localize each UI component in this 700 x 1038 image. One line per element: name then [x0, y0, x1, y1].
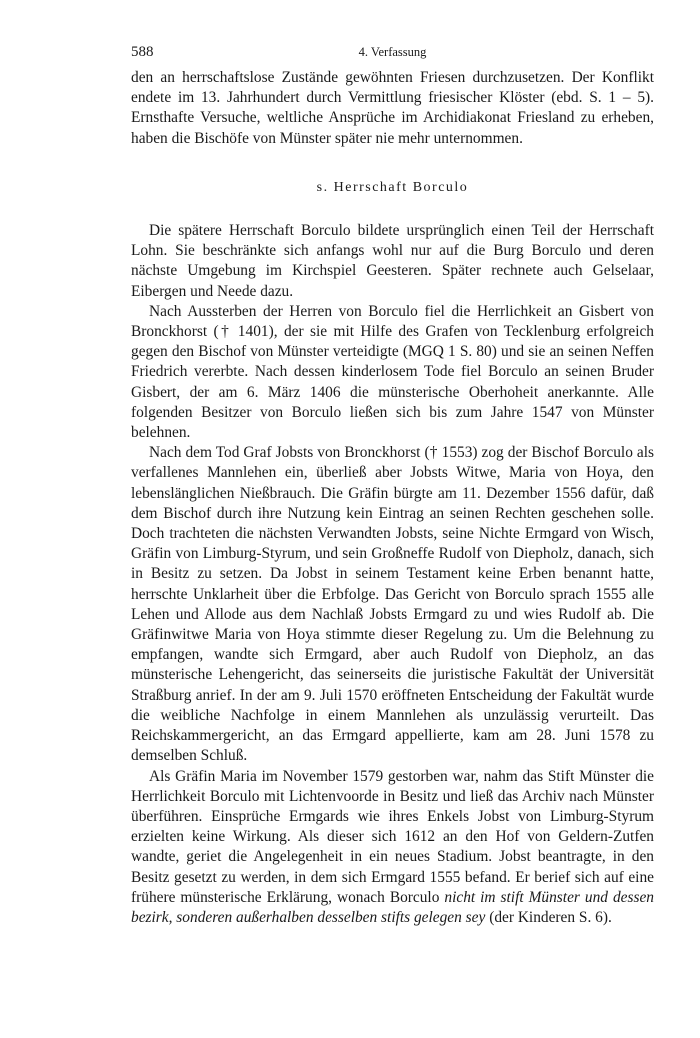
body-text: [131, 68, 654, 928]
paragraph-text-end: (der Kinderen S. 6).: [485, 908, 612, 926]
paragraph: Nach dem Tod Graf Jobsts von Bronckhorst († 1553) zog der Bischof Borculo als verfallenes Mannlehen ein, überließ aber Jobsts Witwe, Maria von Hoya, den lebenslänglichen Nießbrauch. Die Gräfin bürgte am 11. Dezember 1556 dafür, daß dem Bischof durch ihre Nutzung kein Eintrag an seinen Rechten geschehen solle. Doch trachteten die nächsten Verwandten Jobsts, seine Nichte Ermgard von Wisch, Gräfin von Limburg-Styrum, und sein Großneffe Rudolf von Diepholz, danach, sich in Besitz zu setzen. Da Jobst in seinem Testament keine Erben benannt hatte, herrschte Unklarheit über die Erbfolge. Das Gericht von Borculo sprach 1555 alle Lehen und Allode aus dem Nachlaß Jobsts Ermgard zu und wies Rudolf ab. Die Gräfinwitwe Maria von Hoya stimmte dieser Regelung zu. Um die Belehnung zu empfangen, wandte sich Ermgard, aber auch Rudolf von Diepholz, an das münsterische Lehengericht, das seinerseits die juristische Fakultät der Universität Straßburg anrief. In der am 9. Juli 1570 eröffneten Entscheidung der Fakultät wurde die weibliche Nachfolge in einem Mannlehen als unzulässig verurteilt. Das Reichskammergericht, an das Ermgard appellierte, kam am 28. Juni 1578 zu demselben Schluß.: [131, 444, 654, 765]
book-page: [131, 44, 654, 928]
quoted-source: nicht im stift Münster und dessen bezirk, sonderen außerhalben desselben stifts gelegen sey: [131, 888, 654, 926]
intro-paragraph: den an herrschaftslose Zustände gewöhnten Friesen durchzusetzen. Der Konflikt endete im 13. Jahrhundert durch Vermittlung friesischer Klöster (ebd. S. 1 – 5). Ernsthafte Versuche, weltliche Ansprüche im Archidiakonat Friesland zu erheben, haben die Bischöfe von Münster später nie mehr unternommen.: [131, 69, 654, 147]
paragraph: Nach Aussterben der Herren von Borculo fiel die Herrlichkeit an Gisbert von Bronckhorst († 1401), der sie mit Hilfe des Grafen von Tecklenburg erfolgreich gegen den Bischof von Münster verteidigte (MGQ 1 S. 80) und sie an seinen Neffen Friedrich vererbte. Nach dessen kinderlosem Tode fiel Borculo an seinen Bruder Gisbert, der am 6. März 1406 die münsterische Oberhoheit anerkannte. Alle folgenden Besitzer von Borculo ließen sich bis zum Jahre 1547 von Münster belehnen.: [131, 302, 654, 442]
paragraph-text: Als Gräfin Maria im November 1579 gestorben war, nahm das Stift Münster die Herrlichkeit Borculo mit Lichtenvoorde in Besitz und ließ das Archiv nach Münster überführen. Einsprüche Ermgards wie ihres Enkels Jobst von Limburg-Styrum erzielten keine Wirkung. Als dieser sich 1612 an den Hof von Geldern-Zutfen wandte, geriet die Angelegenheit in ein neues Stadium. Jobst beantragte, in den Besitz gesetzt zu werden, in dem sich Ermgard 1555 befand. Er berief sich auf eine frühere münsterische Erklärung, wonach Borculo: [131, 767, 654, 906]
page-header: [131, 44, 654, 68]
page-number: 588: [131, 44, 154, 60]
paragraph-last: [131, 767, 654, 929]
section-title: s. Herrschaft Borculo: [316, 179, 469, 195]
running-head: 4. Verfassung: [358, 45, 427, 59]
paragraph: Die spätere Herrschaft Borculo bildete ursprünglich einen Teil der Herrschaft Lohn. Sie beschränkte sich anfangs wohl nur auf die Burg Borculo und deren nächste Umgebung im Kirchspiel Geesteren. Später rechnete auch Gelselaar, Eibergen und Neede dazu.: [131, 222, 654, 300]
